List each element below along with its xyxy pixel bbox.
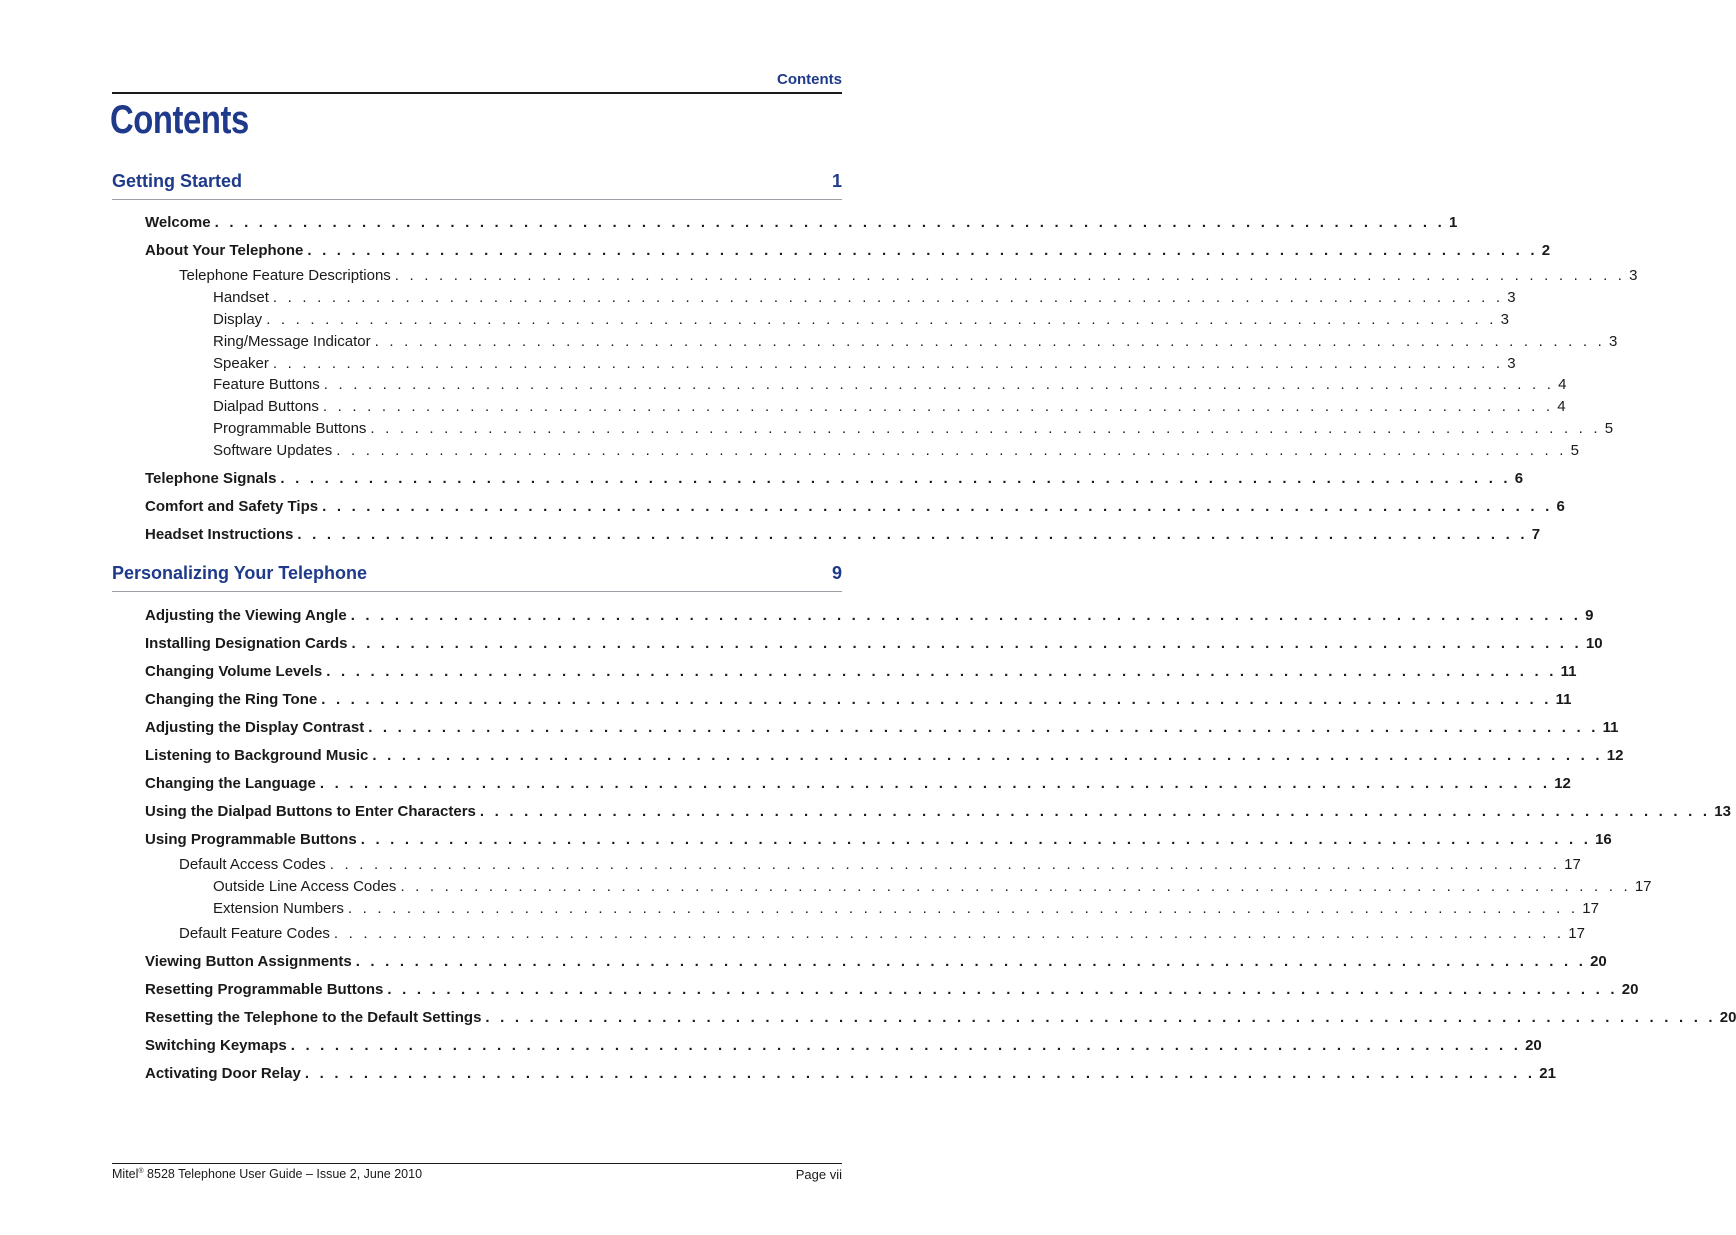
entry-page: 5 bbox=[1570, 442, 1579, 459]
entry-title: Feature Buttons bbox=[213, 376, 320, 393]
toc-entry[interactable] bbox=[213, 289, 1516, 309]
running-head: Contents bbox=[777, 71, 842, 88]
entry-title: Telephone Signals bbox=[145, 470, 277, 487]
entry-page: 20 bbox=[1590, 953, 1607, 970]
entry-page: 16 bbox=[1595, 831, 1612, 848]
entry-title: Display bbox=[213, 311, 263, 328]
entry-title: Adjusting the Viewing Angle bbox=[145, 607, 347, 624]
dot-leader: . . . . . . . . . . . . . . . . . . . . . . . . . . . . . . . . . . . . . . . . . . . . . . . . . . . . . . . . . . . . . . . . . . . . . . . . . . . . . . . . . . . . bbox=[347, 900, 1579, 917]
entry-title: Resetting the Telephone to the Default Settings bbox=[145, 1009, 482, 1026]
toc-entry[interactable] bbox=[145, 1009, 1736, 1029]
toc-entry[interactable] bbox=[145, 498, 1565, 518]
entry-title: Using Programmable Buttons bbox=[145, 831, 357, 848]
footer-guide-info bbox=[112, 1167, 422, 1181]
entry-title: Outside Line Access Codes bbox=[213, 878, 397, 895]
entry-page: 9 bbox=[1585, 607, 1594, 624]
entry-page: 1 bbox=[1448, 214, 1458, 231]
entry-page: 5 bbox=[1604, 420, 1614, 437]
dot-leader: . . . . . . . . . . . . . . . . . . . . . . . . . . . . . . . . . . . . . . . . . . . . . . . . . . . . . . . . . . . . . . . . . . . . . . . . . . . . . . . . . . . . bbox=[272, 289, 1504, 306]
dot-leader: . . . . . . . . . . . . . . . . . . . . . . . . . . . . . . . . . . . . . . . . . . . . . . . . . . . . . . . . . . . . . . . . . . . . . . . . . . . . . . . . . . . . bbox=[321, 691, 1552, 708]
dot-leader: . . . . . . . . . . . . . . . . . . . . . . . . . . . . . . . . . . . . . . . . . . . . . . . . . . . . . . . . . . . . . . . . . . . . . . . . . . . . . . . . . . . . bbox=[351, 635, 1582, 652]
dot-leader: . . . . . . . . . . . . . . . . . . . . . . . . . . . . . . . . . . . . . . . . . . . . . . . . . . . . . . . . . . . . . . . . . . . . . . . . . . . . . . . . . . . . bbox=[374, 333, 1605, 350]
entry-page: 20 bbox=[1719, 1009, 1736, 1026]
chapter-divider bbox=[112, 199, 842, 200]
entry-page: 12 bbox=[1554, 775, 1571, 792]
toc-entry[interactable] bbox=[179, 856, 1581, 876]
chapter-page: 9 bbox=[831, 563, 842, 583]
footer-guide-text: 8528 Telephone User Guide – Issue 2, June 2010 bbox=[143, 1167, 423, 1181]
toc-entry[interactable] bbox=[213, 442, 1579, 462]
entry-title: Handset bbox=[213, 289, 269, 306]
entry-page: 11 bbox=[1602, 719, 1619, 736]
entry-title: Headset Instructions bbox=[145, 526, 294, 543]
toc-entry[interactable] bbox=[145, 953, 1607, 973]
toc-entry[interactable] bbox=[213, 398, 1566, 418]
entry-page: 17 bbox=[1634, 878, 1652, 895]
entry-page: 3 bbox=[1629, 267, 1638, 284]
chapter-title: Personalizing Your Telephone bbox=[112, 563, 368, 583]
entry-title: Installing Designation Cards bbox=[145, 635, 348, 652]
dot-leader: . . . . . . . . . . . . . . . . . . . . . . . . . . . . . . . . . . . . . . . . . . . . . . . . . . . . . . . . . . . . . . . . . . . . . . . . . . . . . . . . . . . . bbox=[297, 526, 1528, 543]
entry-title: Programmable Buttons bbox=[213, 420, 367, 437]
entry-page: 3 bbox=[1507, 289, 1516, 306]
toc-entry[interactable] bbox=[213, 333, 1618, 353]
toc-entry[interactable] bbox=[213, 355, 1516, 375]
registered-mark: ® bbox=[138, 1167, 144, 1175]
entry-title: Welcome bbox=[145, 214, 211, 231]
toc-entry[interactable] bbox=[145, 719, 1619, 739]
dot-leader: . . . . . . . . . . . . . . . . . . . . . . . . . . . . . . . . . . . . . . . . . . . . . . . . . . . . . . . . . . . . . . . . . . . . . . . . . . . . . . . . . . . . bbox=[280, 470, 1511, 487]
toc-entry[interactable] bbox=[145, 747, 1624, 767]
dot-leader: . . . . . . . . . . . . . . . . . . . . . . . . . . . . . . . . . . . . . . . . . . . . . . . . . . . . . . . . . . . . . . . . . . . . . . . . . . . . . . . . . . . . bbox=[400, 878, 1631, 895]
dot-leader: . . . . . . . . . . . . . . . . . . . . . . . . . . . . . . . . . . . . . . . . . . . . . . . . . . . . . . . . . . . . . . . . . . . . . . . . . . . . . . . . . . . . bbox=[290, 1037, 1522, 1054]
entry-title: Resetting Programmable Buttons bbox=[145, 981, 384, 998]
dot-leader: . . . . . . . . . . . . . . . . . . . . . . . . . . . . . . . . . . . . . . . . . . . . . . . . . . . . . . . . . . . . . . . . . . . . . . . . . . . . . . . . . . . . bbox=[329, 856, 1561, 873]
entry-page: 17 bbox=[1568, 925, 1585, 942]
toc-entry[interactable] bbox=[145, 242, 1551, 262]
dot-leader: . . . . . . . . . . . . . . . . . . . . . . . . . . . . . . . . . . . . . . . . . . . . . . . . . . . . . . . . . . . . . . . . . . . . . . . . . . . . . . . . . . . . bbox=[272, 355, 1504, 372]
dot-leader: . . . . . . . . . . . . . . . . . . . . . . . . . . . . . . . . . . . . . . . . . . . . . . . . . . . . . . . . . . . . . . . . . . . . . . . . . . . . . . . . . . . . bbox=[323, 376, 1555, 393]
entry-title: Changing the Language bbox=[145, 775, 316, 792]
entry-page: 17 bbox=[1582, 900, 1599, 917]
dot-leader: . . . . . . . . . . . . . . . . . . . . . . . . . . . . . . . . . . . . . . . . . . . . . . . . . . . . . . . . . . . . . . . . . . . . . . . . . . . . . . . . . . . . bbox=[304, 1065, 1536, 1082]
dot-leader: . . . . . . . . . . . . . . . . . . . . . . . . . . . . . . . . . . . . . . . . . . . . . . . . . . . . . . . . . . . . . . . . . . . . . . . . . . . . . . . . . . . . bbox=[360, 831, 1592, 848]
entry-page: 12 bbox=[1606, 747, 1624, 764]
entry-title: Default Feature Codes bbox=[179, 925, 330, 942]
entry-title: Software Updates bbox=[213, 442, 333, 459]
toc-entry[interactable] bbox=[145, 803, 1731, 823]
toc-entry[interactable] bbox=[213, 900, 1599, 920]
dot-leader: . . . . . . . . . . . . . . . . . . . . . . . . . . . . . . . . . . . . . . . . . . . . . . . . . . . . . . . . . . . . . . . . . . . . . . . . . . . . . . . . . . . . bbox=[266, 311, 1497, 328]
toc-chapter-getting-started[interactable] bbox=[112, 168, 842, 192]
chapter-page: 1 bbox=[831, 171, 842, 191]
toc-entry[interactable] bbox=[145, 775, 1571, 795]
footer-brand: Mitel bbox=[112, 1167, 139, 1181]
dot-leader: . . . . . . . . . . . . . . . . . . . . . . . . . . . . . . . . . . . . . . . . . . . . . . . . . . . . . . . . . . . . . . . . . . . . . . . . . . . . . . . . . . . . bbox=[370, 420, 1601, 437]
dot-leader: . . . . . . . . . . . . . . . . . . . . . . . . . . . . . . . . . . . . . . . . . . . . . . . . . . . . . . . . . . . . . . . . . . . . . . . . . . . . . . . . . . . . bbox=[322, 498, 1553, 515]
toc-entry[interactable] bbox=[213, 420, 1614, 440]
toc-entry[interactable] bbox=[145, 1065, 1556, 1085]
entry-page: 3 bbox=[1507, 355, 1516, 372]
dot-leader: . . . . . . . . . . . . . . . . . . . . . . . . . . . . . . . . . . . . . . . . . . . . . . . . . . . . . . . . . . . . . . . . . . . . . . . . . . . . . . . . . . . . bbox=[479, 803, 1711, 820]
toc-entry[interactable] bbox=[145, 214, 1458, 234]
entry-page: 4 bbox=[1558, 376, 1567, 393]
toc-entry[interactable] bbox=[145, 635, 1603, 655]
entry-page: 11 bbox=[1555, 691, 1572, 708]
toc-entry[interactable] bbox=[213, 376, 1567, 396]
entry-title: About Your Telephone bbox=[145, 242, 304, 259]
chapter-title: Getting Started bbox=[112, 171, 243, 191]
toc-entry[interactable] bbox=[213, 878, 1652, 898]
entry-title: Default Access Codes bbox=[179, 856, 326, 873]
dot-leader: . . . . . . . . . . . . . . . . . . . . . . . . . . . . . . . . . . . . . . . . . . . . . . . . . . . . . . . . . . . . . . . . . . . . . . . . . . . . . . . . . . . . bbox=[307, 242, 1538, 259]
entry-page: 10 bbox=[1585, 635, 1603, 652]
entry-page: 21 bbox=[1539, 1065, 1556, 1082]
entry-title: Telephone Feature Descriptions bbox=[179, 267, 391, 284]
page-title: Contents bbox=[110, 98, 249, 142]
entry-page: 6 bbox=[1556, 498, 1565, 515]
entry-page: 17 bbox=[1564, 856, 1581, 873]
footer-page-number: Page vii bbox=[795, 1167, 842, 1182]
footer-rule bbox=[112, 1163, 842, 1164]
toc-entry[interactable] bbox=[145, 607, 1594, 627]
header-rule bbox=[112, 92, 842, 94]
toc-entry[interactable] bbox=[179, 267, 1638, 287]
entry-page: 6 bbox=[1514, 470, 1524, 487]
toc-entry[interactable] bbox=[145, 663, 1577, 683]
dot-leader: . . . . . . . . . . . . . . . . . . . . . . . . . . . . . . . . . . . . . . . . . . . . . . . . . . . . . . . . . . . . . . . . . . . . . . . . . . . . . . . . . . . . bbox=[355, 953, 1587, 970]
toc-entry[interactable] bbox=[213, 311, 1509, 331]
entry-page: 11 bbox=[1560, 663, 1577, 680]
toc-entry[interactable] bbox=[145, 1037, 1542, 1057]
entry-title: Changing Volume Levels bbox=[145, 663, 323, 680]
chapter-divider bbox=[112, 591, 842, 592]
toc-entry[interactable] bbox=[145, 526, 1541, 546]
dot-leader: . . . . . . . . . . . . . . . . . . . . . . . . . . . . . . . . . . . . . . . . . . . . . . . . . . . . . . . . . . . . . . . . . . . . . . . . . . . . . . . . . . . . bbox=[336, 442, 1567, 459]
entry-title: Viewing Button Assignments bbox=[145, 953, 352, 970]
toc-entry[interactable] bbox=[179, 925, 1585, 945]
entry-title: Dialpad Buttons bbox=[213, 398, 319, 415]
entry-title: Changing the Ring Tone bbox=[145, 691, 318, 708]
toc-entry[interactable] bbox=[145, 691, 1572, 711]
entry-title: Activating Door Relay bbox=[145, 1065, 301, 1082]
entry-title: Comfort and Safety Tips bbox=[145, 498, 319, 515]
dot-leader: . . . . . . . . . . . . . . . . . . . . . . . . . . . . . . . . . . . . . . . . . . . . . . . . . . . . . . . . . . . . . . . . . . . . . . . . . . . . . . . . . . . . bbox=[333, 925, 1565, 942]
entry-page: 4 bbox=[1557, 398, 1566, 415]
dot-leader: . . . . . . . . . . . . . . . . . . . . . . . . . . . . . . . . . . . . . . . . . . . . . . . . . . . . . . . . . . . . . . . . . . . . . . . . . . . . . . . . . . . . bbox=[214, 214, 1445, 231]
entry-page: 3 bbox=[1500, 311, 1509, 328]
toc-chapter-personalizing[interactable] bbox=[112, 560, 842, 584]
dot-leader: . . . . . . . . . . . . . . . . . . . . . . . . . . . . . . . . . . . . . . . . . . . . . . . . . . . . . . . . . . . . . . . . . . . . . . . . . . . . . . . . . . . . bbox=[372, 747, 1603, 764]
toc-entry[interactable] bbox=[145, 470, 1524, 490]
dot-leader: . . . . . . . . . . . . . . . . . . . . . . . . . . . . . . . . . . . . . . . . . . . . . . . . . . . . . . . . . . . . . . . . . . . . . . . . . . . . . . . . . . . . bbox=[368, 719, 1599, 736]
dot-leader: . . . . . . . . . . . . . . . . . . . . . . . . . . . . . . . . . . . . . . . . . . . . . . . . . . . . . . . . . . . . . . . . . . . . . . . . . . . . . . . . . . . . bbox=[485, 1009, 1716, 1026]
entry-page: 7 bbox=[1531, 526, 1541, 543]
dot-leader: . . . . . . . . . . . . . . . . . . . . . . . . . . . . . . . . . . . . . . . . . . . . . . . . . . . . . . . . . . . . . . . . . . . . . . . . . . . . . . . . . . . . bbox=[322, 398, 1554, 415]
toc-entry[interactable] bbox=[145, 831, 1612, 851]
toc-entry[interactable] bbox=[145, 981, 1639, 1001]
dot-leader: . . . . . . . . . . . . . . . . . . . . . . . . . . . . . . . . . . . . . . . . . . . . . . . . . . . . . . . . . . . . . . . . . . . . . . . . . . . . . . . . . . . . bbox=[326, 663, 1557, 680]
dot-leader: . . . . . . . . . . . . . . . . . . . . . . . . . . . . . . . . . . . . . . . . . . . . . . . . . . . . . . . . . . . . . . . . . . . . . . . . . . . . . . . . . . . . bbox=[319, 775, 1551, 792]
dot-leader: . . . . . . . . . . . . . . . . . . . . . . . . . . . . . . . . . . . . . . . . . . . . . . . . . . . . . . . . . . . . . . . . . . . . . . . . . . . . . . . . . . . . bbox=[350, 607, 1582, 624]
dot-leader: . . . . . . . . . . . . . . . . . . . . . . . . . . . . . . . . . . . . . . . . . . . . . . . . . . . . . . . . . . . . . . . . . . . . . . . . . . . . . . . . . . . . bbox=[387, 981, 1618, 998]
entry-title: Listening to Background Music bbox=[145, 747, 369, 764]
entry-title: Ring/Message Indicator bbox=[213, 333, 371, 350]
entry-title: Extension Numbers bbox=[213, 900, 344, 917]
entry-title: Speaker bbox=[213, 355, 269, 372]
entry-page: 20 bbox=[1621, 981, 1639, 998]
entry-title: Adjusting the Display Contrast bbox=[145, 719, 365, 736]
entry-page: 20 bbox=[1525, 1037, 1542, 1054]
entry-page: 3 bbox=[1608, 333, 1618, 350]
entry-title: Using the Dialpad Buttons to Enter Characters bbox=[145, 803, 476, 820]
entry-page: 2 bbox=[1541, 242, 1551, 259]
entry-page: 13 bbox=[1714, 803, 1731, 820]
dot-leader: . . . . . . . . . . . . . . . . . . . . . . . . . . . . . . . . . . . . . . . . . . . . . . . . . . . . . . . . . . . . . . . . . . . . . . . . . . . . . . . . . . . . bbox=[394, 267, 1626, 284]
entry-title: Switching Keymaps bbox=[145, 1037, 287, 1054]
